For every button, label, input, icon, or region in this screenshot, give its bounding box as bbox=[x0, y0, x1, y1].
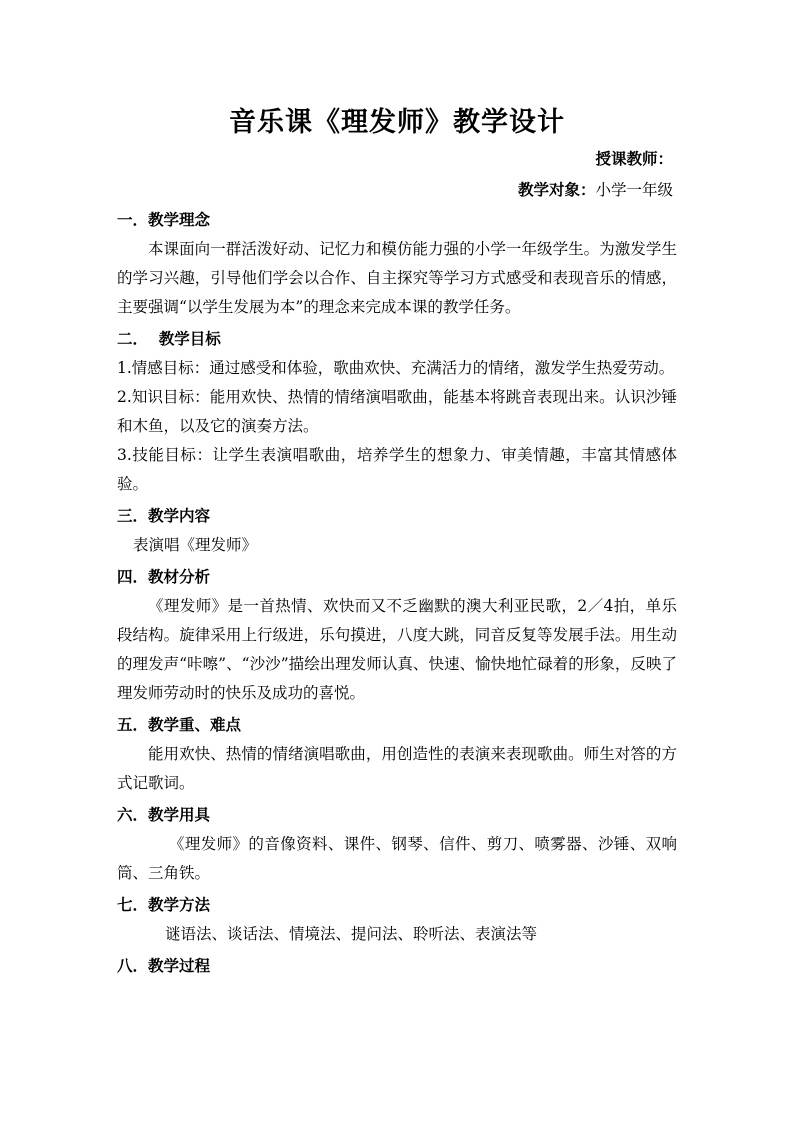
section-body-1: 本课面向一群活泼好动、记忆力和模仿能力强的小学一年级学生。为激发学生的学习兴趣，引导他们学会以合作、自主探究等学习方式感受和表现音乐的情感，主要强调“以学生发展为本”的理念来完成本课的教学任务。 bbox=[117, 240, 677, 316]
section-heading-2: 二． 教学目标 bbox=[117, 330, 221, 348]
section-heading-7: 七．教学方法 bbox=[117, 896, 211, 914]
section-heading-4: 四．教材分析 bbox=[117, 568, 211, 586]
target-value: 小学一年级 bbox=[595, 181, 673, 199]
section-heading-6: 六．教学用具 bbox=[117, 806, 211, 824]
section-body-6: 《理发师》的音像资料、课件、钢琴、信件、剪刀、喷雾器、沙锤、双响筒、三角铁。 bbox=[117, 835, 677, 882]
section-body-5: 能用欢快、热情的情绪演唱歌曲，用创造性的表演来表现歌曲。师生对答的方式记歌词。 bbox=[117, 745, 677, 792]
objective-item-2: 2.知识目标：能用欢快、热情的情绪演唱歌曲，能基本将跳音表现出来。认识沙锤和木鱼，以及它的演奏方法。 bbox=[117, 388, 677, 435]
teacher-line bbox=[595, 147, 673, 169]
section-body-7: 谜语法、谈话法、情境法、提问法、聆听法、表演法等 bbox=[165, 925, 538, 943]
section-heading-1: 一．教学理念 bbox=[117, 211, 211, 229]
teacher-label: 授课教师： bbox=[595, 150, 673, 168]
section-heading-5: 五．教学重、难点 bbox=[117, 716, 242, 734]
objective-item-1: 1.情感目标：通过感受和体验，歌曲欢快、充满活力的情绪，激发学生热爱劳动。 bbox=[117, 359, 675, 377]
section-heading-3: 三．教学内容 bbox=[117, 507, 211, 525]
document-body bbox=[117, 203, 677, 981]
section-body-3: 表演唱《理发师》 bbox=[133, 536, 258, 554]
section-heading-8: 八．教学过程 bbox=[117, 957, 211, 975]
objective-item-3: 3.技能目标：让学生表演唱歌曲，培养学生的想象力、审美情趣，丰富其情感体验。 bbox=[117, 446, 677, 493]
page-title: 音乐课《理发师》教学设计 bbox=[229, 107, 565, 138]
section-body-4: 《理发师》是一首热情、欢快而又不乏幽默的澳大利亚民歌，2／4拍，单乐段结构。旋律采用上行级进，乐句摸进，八度大跳，同音反复等发展手法。用生动的理发声“咔嚓”、“沙沙”描绘出理发师认真、快速、愉快地忙碌着的形象，反映了理发师劳动时的快乐及成功的喜悦。 bbox=[117, 597, 677, 702]
target-line bbox=[518, 178, 673, 200]
target-label: 教学对象： bbox=[517, 181, 596, 199]
